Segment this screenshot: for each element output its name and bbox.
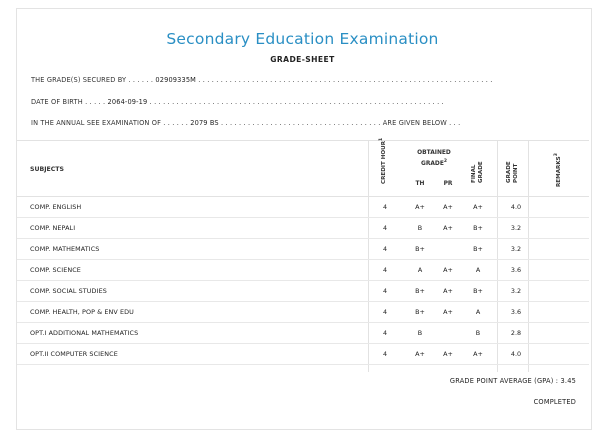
grade-point: 3.2: [510, 224, 522, 232]
th-grade: A+: [415, 350, 425, 358]
final-grade: A+: [473, 350, 483, 358]
final-grade: B+: [473, 287, 483, 295]
subject-name: COMP. ENGLISH: [30, 203, 82, 211]
table-row: [17, 260, 589, 281]
final-grade: A+: [473, 203, 483, 211]
pr-grade: A+: [443, 224, 453, 232]
grade-point: 3.2: [510, 287, 522, 295]
table-row: [17, 344, 589, 365]
pr-grade: A+: [443, 266, 453, 274]
th-grade: B+: [415, 287, 425, 295]
credit-hour: 4: [382, 266, 388, 274]
grade-point: 3.6: [510, 308, 522, 316]
th-grade: B+: [415, 308, 425, 316]
subject-name: OPT.I ADDITIONAL MATHEMATICS: [30, 329, 139, 337]
grade-label: GRADE$^2$: [421, 159, 447, 167]
gpa-summary: GRADE POINT AVERAGE (GPA) : 3.45: [449, 377, 576, 385]
final-grade: A: [475, 266, 481, 274]
table-top-border: [17, 140, 589, 141]
table-row: [17, 197, 589, 218]
credit-hour: 4: [382, 329, 388, 337]
remarks-header: REMARKS$^3$: [554, 153, 562, 187]
grade-point-header: GRADE POINT: [506, 161, 519, 183]
subject-name: COMP. SCIENCE: [30, 266, 81, 274]
grade-point: 4.0: [510, 350, 522, 358]
grade-point: 3.6: [510, 266, 522, 274]
credit-hour: 4: [382, 287, 388, 295]
dob-dots: . . . . . . . . . . . . . . . . . . . . . . . . . . . . . . . . . . . . . . . . . . . . . . . . . . . . . . . . . . . . . . . . . .: [147, 98, 444, 106]
th-grade: B: [417, 329, 423, 337]
subjects-header: SUBJECTS: [30, 166, 64, 173]
pr-header: PR: [443, 181, 453, 187]
exam-dots: . . . . . . . . . . . . . . . . . . . . . . . . . . . . . . . . . . . . ARE GIVEN BELOW . . .: [218, 119, 461, 127]
final-grade: B+: [473, 245, 483, 253]
grade-point: 4.0: [510, 203, 522, 211]
exam-year: 2079 BS: [190, 119, 219, 127]
final-grade: A: [475, 308, 481, 316]
pr-grade: [438, 239, 458, 259]
pr-grade: A+: [443, 308, 453, 316]
th-grade: A+: [415, 203, 425, 211]
date-of-birth-line: [31, 98, 444, 106]
th-header: TH: [415, 181, 425, 187]
dob-value: 2064-09-19: [107, 98, 148, 106]
pr-grade: [438, 323, 458, 343]
credit-hour: 4: [382, 245, 388, 253]
credit-hour: 4: [382, 308, 388, 316]
result-status: COMPLETED: [533, 398, 576, 406]
credit-hour: 4: [382, 350, 388, 358]
credit-hour-header: CREDIT HOUR$^1$: [379, 137, 387, 184]
final-grade: B: [475, 329, 481, 337]
th-grade: B+: [415, 245, 425, 253]
final-grade: B+: [473, 224, 483, 232]
table-row: [17, 323, 589, 344]
grade-sheet-heading: GRADE-SHEET: [270, 55, 335, 64]
exam-label: IN THE ANNUAL SEE EXAMINATION OF . . . . . .: [31, 119, 191, 127]
credit-hour: 4: [382, 203, 388, 211]
grade-secured-by-dots: . . . . . . . . . . . . . . . . . . . . . . . . . . . . . . . . . . . . . . . . . . . . . . . . . . . . . . . . . . . . . . . . . .: [196, 76, 493, 84]
grade-secured-by-label: THE GRADE(S) SECURED BY . . . . . .: [31, 76, 156, 84]
exam-line: [31, 119, 460, 127]
table-row: [17, 239, 589, 260]
table-row: [17, 218, 589, 239]
subject-name: COMP. HEALTH, POP & ENV EDU: [30, 308, 134, 316]
subject-name: COMP. SOCIAL STUDIES: [30, 287, 107, 295]
pr-grade: A+: [443, 203, 453, 211]
symbol-number: 02909335M: [155, 76, 197, 84]
subject-name: OPT.II COMPUTER SCIENCE: [30, 350, 118, 358]
pr-grade: A+: [443, 287, 453, 295]
th-grade: A: [417, 266, 423, 274]
table-row: [17, 302, 589, 323]
th-grade: B: [417, 224, 423, 232]
obtained-label: OBTAINED: [417, 150, 451, 156]
credit-hour: 4: [382, 224, 388, 232]
page-title: Secondary Education Examination: [166, 30, 439, 48]
obtained-grade-header: [406, 150, 462, 167]
subject-name: COMP. MATHEMATICS: [30, 245, 100, 253]
table-row: [17, 281, 589, 302]
grade-point: 3.2: [510, 245, 522, 253]
grade-secured-by-line: [31, 76, 492, 84]
grade-point: 2.8: [510, 329, 522, 337]
final-grade-header: FINAL GRADE: [471, 161, 484, 183]
pr-grade: A+: [443, 350, 453, 358]
subject-name: COMP. NEPALI: [30, 224, 76, 232]
dob-label: DATE OF BIRTH . . . . .: [31, 98, 108, 106]
